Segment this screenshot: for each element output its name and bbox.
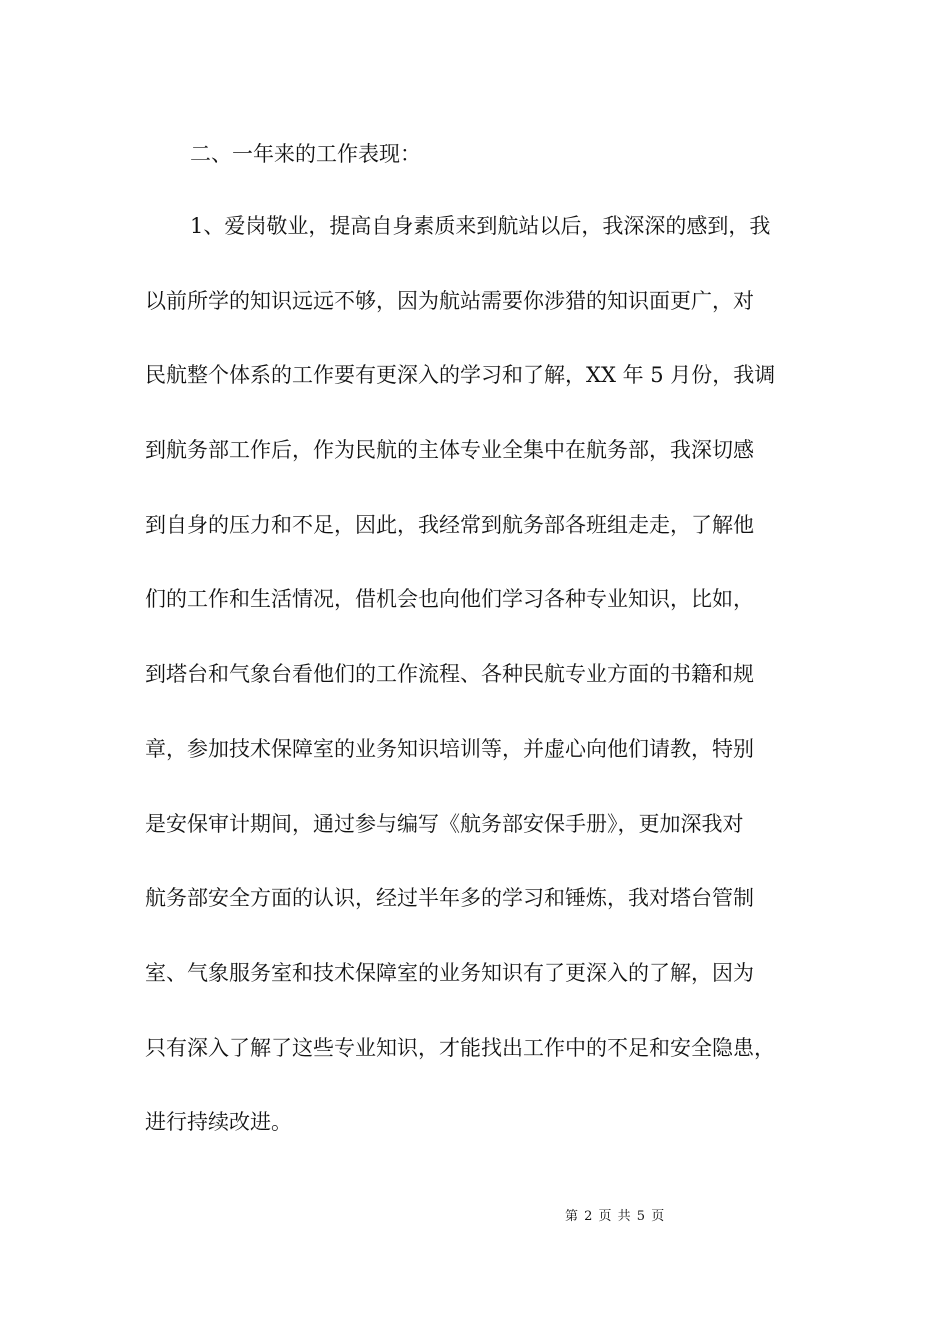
paragraph-line: 以前所学的知识远远不够，因为航站需要你涉猎的知识面更广，对 (145, 288, 754, 313)
body-paragraph (145, 210, 835, 1181)
paragraph-line: 到自身的压力和不足，因此，我经常到航务部各班组走走，了解他 (145, 512, 754, 537)
paragraph-line: 1、爱岗敬业，提高自身素质来到航站以后，我深深的感到，我 (190, 214, 771, 238)
paragraph-line: 到塔台和气象台看他们的工作流程、各种民航专业方面的书籍和规 (145, 662, 754, 687)
section-heading: 二、一年来的工作表现： (190, 142, 421, 166)
paragraph-line: 是安保审计期间，通过参与编写《航务部安保手册》，更加深我对 (145, 811, 744, 836)
paragraph-line: 民航整个体系的工作要有更深入的学习和了解，XX 年 5 月份，我调 (145, 363, 776, 388)
paragraph-line: 进行持续改进。 (145, 1110, 292, 1135)
paragraph-line: 航务部安全方面的认识，经过半年多的学习和锤炼，我对塔台管制 (145, 886, 754, 911)
paragraph-line: 章，参加技术保障室的业务知识培训等，并虚心向他们请教，特别 (145, 736, 754, 761)
paragraph-line: 室、气象服务室和技术保障室的业务知识有了更深入的了解，因为 (145, 960, 754, 985)
page-number-footer: 第 2 页 共 5 页 (565, 1209, 666, 1224)
paragraph-line: 只有深入了解了这些专业知识，才能找出工作中的不足和安全隐患， (145, 1035, 775, 1060)
paragraph-line: 们的工作和生活情况，借机会也向他们学习各种专业知识，比如， (145, 587, 754, 612)
paragraph-line: 到航务部工作后，作为民航的主体专业全集中在航务部，我深切感 (145, 438, 754, 463)
